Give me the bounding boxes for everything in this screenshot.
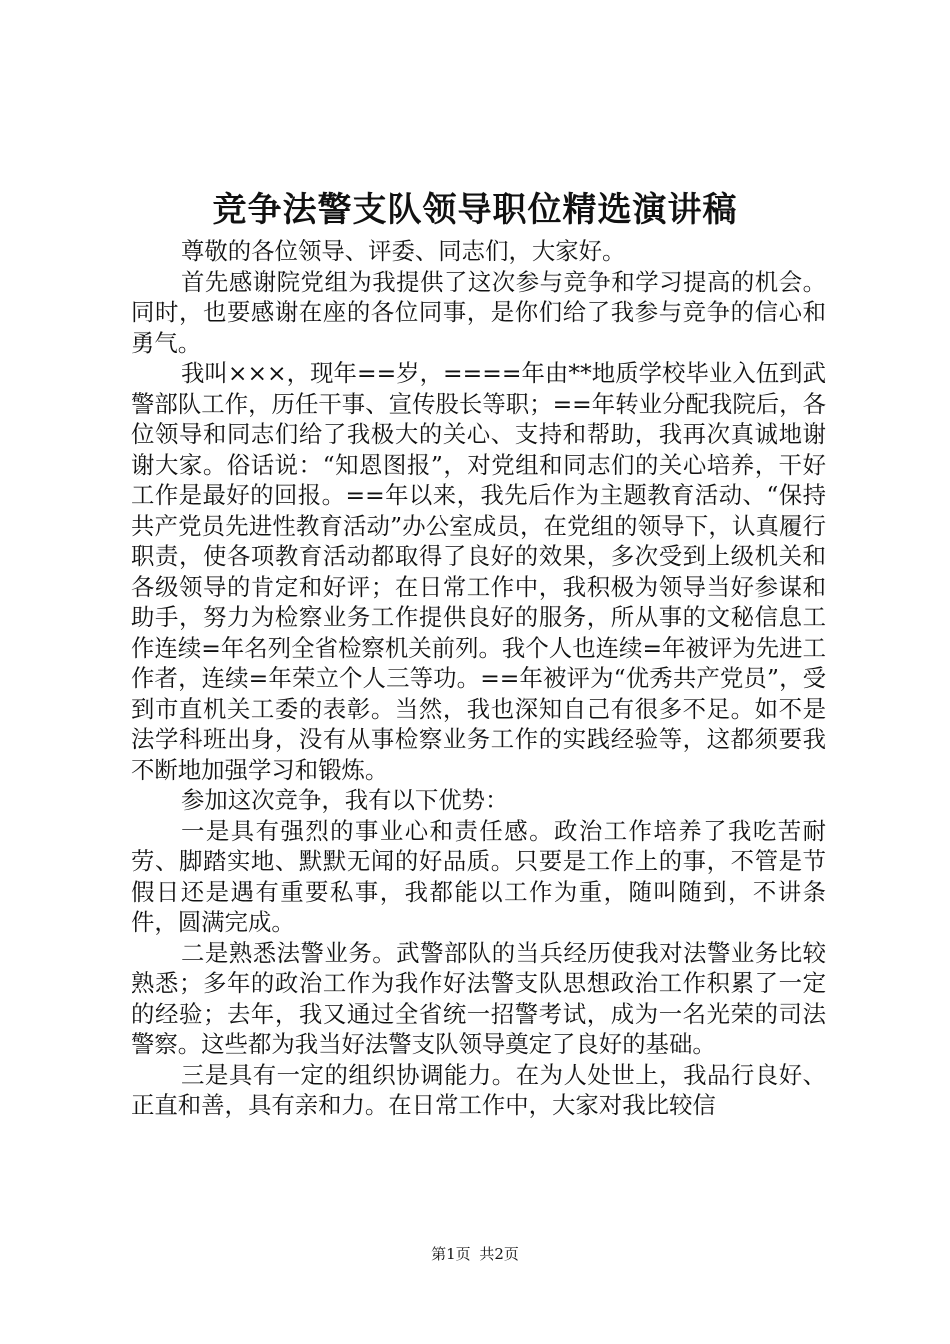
document-body [131,236,826,1121]
paragraph-greeting: 尊敬的各位领导、评委、同志们，大家好。 [181,237,626,265]
document-title: 竞争法警支队领导职位精选演讲稿 [212,190,738,230]
paragraph-self-introduction: 我叫×××，现年==岁，====年由**地质学校毕业入伍到武警部队工作，历任干事、宣传股长等职；==年转业分配我院后，各位领导和同志们给了我极大的关心、支持和帮助，我再次真诚地谢谢大家。俗话说：“知恩图报”，对党组和同志们的关心培养，干好工作是最好的回报。==年以来，我先后作为主题教育活动、“保持共产党员先进性教育活动”办公室成员，在党组的领导下，认真履行职责，使各项教育活动都取得了良好的效果，多次受到上级机关和各级领导的肯定和好评；在日常工作中，我积极为领导当好参谋和助手，努力为检察业务工作提供良好的服务，所从事的文秘信息工作连续=年名列全省检察机关前列。我个人也连续=年被评为先进工作者，连续=年荣立个人三等功。==年被评为“优秀共产党员”，受到市直机关工委的表彰。当然，我也深知自己有很多不足。如不是法学科班出身，没有从事检察业务工作的实践经验等，这都须要我不断地加强学习和锻炼。 [131,359,826,784]
page-number: 第1页 [431,1245,471,1263]
paragraph-advantage-two: 二是熟悉法警业务。武警部队的当兵经历使我对法警业务比较熟悉；多年的政治工作为我作好法警支队思想政治工作积累了一定的经验；去年，我又通过全省统一招警考试，成为一名光荣的司法警察。这些都为我当好法警支队领导奠定了良好的基础。 [131,938,826,1058]
page-total: 共2页 [479,1245,519,1263]
page-footer [0,1244,950,1264]
paragraph-advantage-three: 三是具有一定的组织协调能力。在为人处世上，我品行良好、正直和善，具有亲和力。在日常工作中，大家对我比较信 [131,1060,826,1119]
paragraph-advantage-one: 一是具有强烈的事业心和责任感。政治工作培养了我吃苦耐劳、脚踏实地、默默无闻的好品质。只要是工作上的事，不管是节假日还是遇有重要私事，我都能以工作为重，随叫随到，不讲条件，圆满完成。 [131,816,826,936]
paragraph-thanks: 首先感谢院党组为我提供了这次参与竞争和学习提高的机会。同时，也要感谢在座的各位同事，是你们给了我参与竞争的信心和勇气。 [131,267,826,357]
paragraph-advantages-intro: 参加这次竞争，我有以下优势： [181,786,509,814]
